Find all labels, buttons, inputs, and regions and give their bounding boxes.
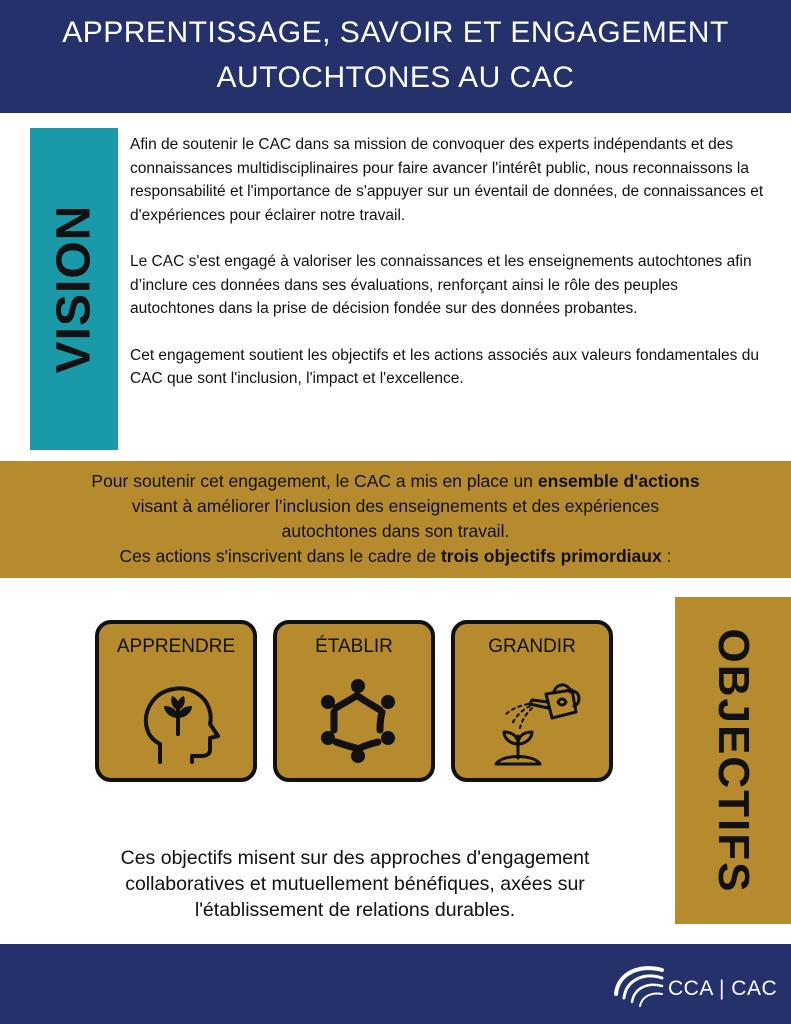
objectives-closing-text: Ces objectifs misent sur des approches d'engagement collaboratives et mutuellement bénéfiques, axées sur l'établissement de relations durables.: [120, 847, 590, 921]
page-title-line2: AUTOCHTONES AU CAC: [216, 61, 575, 94]
band-line-4-text: Ces actions s'inscrivent dans le cadre de: [119, 546, 441, 566]
logo-text: CCA | CAC: [668, 977, 778, 1000]
vision-label: VISION: [47, 204, 101, 374]
vision-side-label: [30, 128, 118, 450]
band-line-1: [0, 469, 791, 494]
objective-card-apprendre: [95, 620, 257, 782]
band-line-4: [0, 544, 791, 569]
actions-band: [0, 461, 791, 578]
page-title-line1: APPRENTISSAGE, SAVOIR ET ENGAGEMENT: [62, 16, 729, 49]
objectives-label: OBJECTIFS: [709, 628, 758, 893]
band-line-4-bold: trois objectifs primordiaux: [440, 546, 662, 566]
objectives-side-label: [675, 597, 791, 924]
band-line-1-text: Pour soutenir cet engagement, le CAC a mis en place un: [91, 471, 538, 491]
vision-paragraph-2: Le CAC s'est engagé à valoriser les connaissances et les enseignements autochtones afin d’inclure ces données dans ses évaluations, renforçant ainsi le rôle des peuples autochtones dans la prise de décision fondée sur des données probantes.: [130, 253, 752, 317]
vision-paragraph-3: Cet engagement soutient les objectifs et les actions associés aux valeurs fondamentales du CAC que sont l'inclusion, l'impact et l'excellence.: [130, 346, 759, 387]
objective-card-grandir: [451, 620, 613, 782]
objective-card-label: APPRENDRE: [116, 636, 236, 657]
objective-card-label: ÉTABLIR: [315, 636, 393, 657]
band-line-4-suffix: :: [661, 546, 672, 566]
objective-card-label: GRANDIR: [488, 636, 576, 657]
objective-card-etablir: [273, 620, 435, 782]
band-line-3: autochtones dans son travail.: [281, 521, 510, 541]
people-circle-icon: [308, 672, 408, 772]
band-line-1-bold: ensemble d'actions: [537, 471, 700, 491]
band-line-2: visant à améliorer l’inclusion des enseignements et des expériences: [131, 496, 660, 516]
cac-logo-icon: [612, 964, 666, 1010]
vision-paragraph-1: Afin de soutenir le CAC dans sa mission de convoquer des experts indépendants et des connaissances multidisciplinaires pour faire avancer l'intérêt public, nous reconnaissons la responsabilité et l'importance de s'appuyer sur un éventail de données, de connaissances et d'expériences pour éclairer notre travail.: [130, 136, 764, 224]
vision-text: [130, 133, 766, 414]
page-footer: [0, 944, 791, 1024]
watering-can-icon: [486, 672, 586, 772]
page-header: [0, 0, 791, 113]
head-sprout-icon: [130, 672, 230, 772]
